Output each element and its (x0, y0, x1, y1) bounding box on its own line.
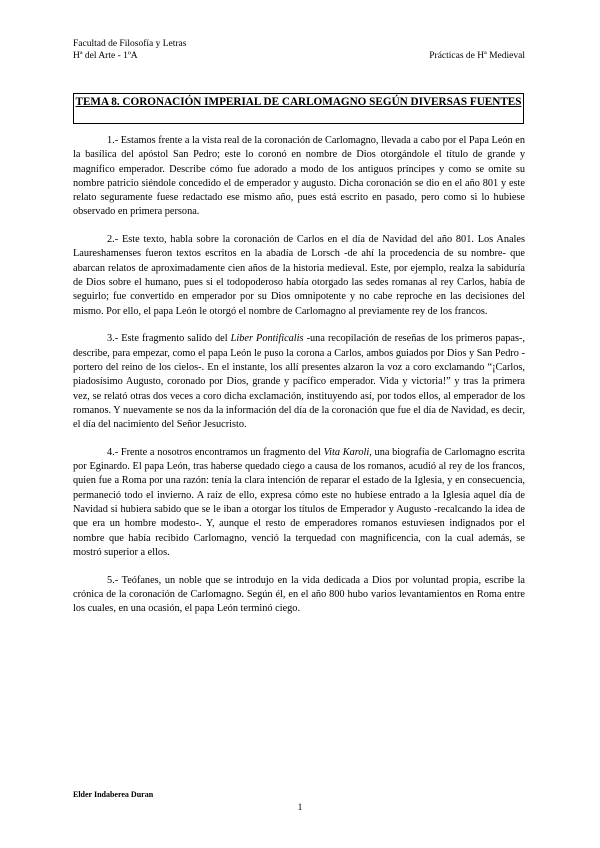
paragraph-3 (73, 332, 525, 432)
footer-author: Elder Indaberea Duran (73, 790, 154, 799)
paragraph-4-intro: 4.- Frente a nosotros encontramos un fragmento del (107, 446, 324, 458)
paragraph-2: 2.- Este texto, habla sobre la coronación de Carlos en el día de Navidad del año 801. Los Anales Laureshamenses fueron textos escritos en la abadía de Lorsch -de ahí la procedencia de su nombre- que abarcan relatos de aproximadamente cien años de la historia medieval. Este, por ejemplo, realza la sabiduría de Dios sobre el humano, pues si el todopoderoso había otorgado las sedes romanas al rey Carlos, había de seguirlo; fue convertido en emperador por su Dios omnipotente y no cabe reproche en las decisiones del mismo. Por ello, el papa León le otorgó el nombre de Carlomagno al previamente rey de los francos. (73, 234, 525, 317)
faculty-name: Facultad de Filosofía y Letras (73, 39, 187, 49)
paragraph-1: 1.- Estamos frente a la vista real de la coronación de Carlomagno, llevada a cabo por el Papa León en la basílica del apóstol San Pedro; este lo coronó en nombre de Dios otorgándole el título de grande y magnífico emperador. Describe cómo fue adorado a modo de los antiguos príncipes y como se omite su nombre patricio siéndole concedido el de emperador y augusto. Dicha coronación se dio en el año 801 y este relato seguramente fuese redactado ese mismo año, pues está escrito en pasado, pero como si lo hubiese observado en primera persona. (73, 135, 525, 218)
paragraph-4 (73, 446, 525, 560)
paragraph-3-intro: 3.- Este fragmento salido del (107, 333, 231, 345)
header-left (73, 39, 186, 62)
page-number: 1 (297, 803, 303, 813)
vita-karoli-title: Vita Karoli (323, 446, 370, 458)
document-body (73, 134, 525, 630)
paragraph-4-body: , una biografía de Carlomagno escrita por Eginardo. El papa León, tras haberse quedado ciego a causa de los romanos, acudió al rey de los francos, quien fue a Roma por una razón: tenía la clara intención de reparar el estado de la Iglesia, y en consecuencia, permaneció todo el invierno. A raíz de ello, expresa cómo este no hubiese entrado a la Iglesia aquel día de Navidad si hubiera sabido que se le iban a otorgar los títulos de Emperador y Augusto -recalcando la idea de que era un hombre modesto-. Y, aunque el resto de emperadores romanos estuviesen indignados por el nombre que había recibido Carlomagno, venció la terquedad con magnificencia, con la cual además, se mostró superior a ellos. (73, 446, 525, 558)
course-name: Hª del Arte - 1ºA (73, 50, 138, 61)
paragraph-3-body: -una recopilación de reseñas de los primeros papas-, describe, para empezar, como el papa León le puso la corona a Carlos, ambos guiados por Dios y San Pedro -portero del reino de los cielos-. En el instante, los allí presentes alzaron la voz a coro exclamando “¡Carlos, piadosísimo Augusto, coronado por Dios, grande y pacífico emperador. Vida y victoria!” y tras la primera vez, se relató otras dos veces a coro dicha exclamación, instituyendo así, por todos ellos, al emperador de los romanos. Y nuevamente se nos da la información del día de la coronación que fue el día de Navidad, es decir, el día del nacimiento del Señor Jesucristo. (73, 333, 525, 431)
header-right-subject: Prácticas de Hª Medieval (429, 51, 525, 61)
liber-pontificalis-title: Liber Pontificalis (230, 333, 304, 345)
page-title: TEMA 8. CORONACIÓN IMPERIAL DE CARLOMAGNO SEGÚN DIVERSAS FUENTES (73, 93, 524, 124)
paragraph-5: 5.- Teófanes, un noble que se introdujo en la vida dedicada a Dios por voluntad propia, escribe la crónica de la coronación de Carlomagno. Según él, en el año 800 hubo varios levantamientos en Roma entre los cuales, en una ocasión, el papa León terminó ciego. (73, 574, 525, 615)
